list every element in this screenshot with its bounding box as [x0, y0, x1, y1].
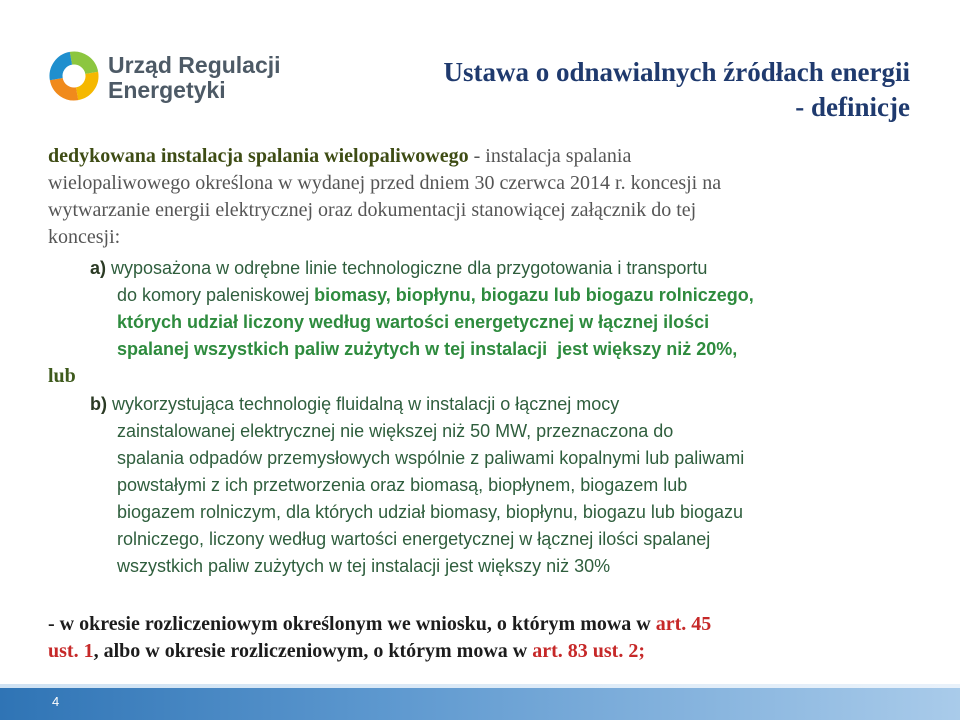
item-b-line: biogazem rolniczym, dla których udział biomasy, biopłynu, biogazu lub biogazu [117, 502, 744, 522]
intro-text: - instalacja spalania [468, 145, 632, 167]
page-number: 4 [52, 694, 60, 709]
item-a-text: do komory paleniskowej [117, 285, 315, 305]
closing-line [48, 611, 711, 638]
item-b-line [90, 391, 619, 418]
item-a-line [90, 255, 707, 282]
ure-logo-icon [46, 48, 102, 104]
legal-reference: ust. 1 [48, 640, 94, 662]
item-b-line: spalania odpadów przemysłowych wspólnie z paliwami kopalnymi lub paliwami [117, 448, 745, 468]
slide-title: Ustawa o odnawialnych źródłach energii [443, 57, 910, 87]
legal-reference: art. 83 ust. 2; [532, 640, 645, 662]
closing-text: , albo w okresie rozliczeniowym, o którym mowa w [93, 640, 533, 662]
intro-line [48, 143, 631, 170]
legal-reference: art. 45 [655, 613, 712, 635]
item-a-text: wyposażona w odrębne linie technologiczne dla przygotowania i transportu [106, 258, 708, 278]
item-b-line: zainstalowanej elektrycznej nie większej niż 50 MW, przeznaczona do [117, 421, 674, 441]
item-a-highlight: spalanej wszystkich paliw zużytych w tej instalacji jest większy niż 20%, [117, 339, 738, 359]
item-a-marker: a) [90, 258, 107, 278]
connector-lub: lub [48, 365, 76, 387]
closing-line [48, 638, 645, 665]
item-b-marker: b) [90, 394, 107, 414]
item-b-text: wykorzystująca technologię fluidalną w instalacji o łącznej mocy [107, 394, 620, 414]
defined-term: dedykowana instalacja spalania wielopaliwowego [48, 145, 469, 167]
intro-line: wielopaliwowego określona w wydanej przed dniem 30 czerwca 2014 r. koncesji na [48, 172, 722, 194]
logo-text-line1: Urząd Regulacji [108, 52, 281, 78]
item-a-highlight: których udział liczony według wartości energetycznej w łącznej ilości [117, 312, 710, 332]
item-b-line: rolniczego, liczony według wartości energetycznej w łącznej ilości spalanej [117, 529, 711, 549]
intro-line: koncesji: [48, 226, 121, 248]
closing-text: - w okresie rozliczeniowym określonym we wniosku, o którym mowa w [48, 613, 656, 635]
item-a-highlight: biomasy, biopłynu, biogazu lub biogazu rolniczego, [314, 285, 754, 305]
slide-subtitle: - definicje [795, 92, 910, 122]
item-b-line: wszystkich paliw zużytych w tej instalacji jest większy niż 30% [117, 556, 611, 576]
footer-bar [0, 688, 960, 720]
intro-line: wytwarzanie energii elektrycznej oraz dokumentacji stanowiącej załącznik do tej [48, 199, 697, 221]
item-a-line [117, 282, 754, 309]
item-b-line: powstałymi z ich przetworzenia oraz biomasą, biopłynem, biogazem lub [117, 475, 688, 495]
logo-text-line2: Energetyki [108, 77, 226, 103]
